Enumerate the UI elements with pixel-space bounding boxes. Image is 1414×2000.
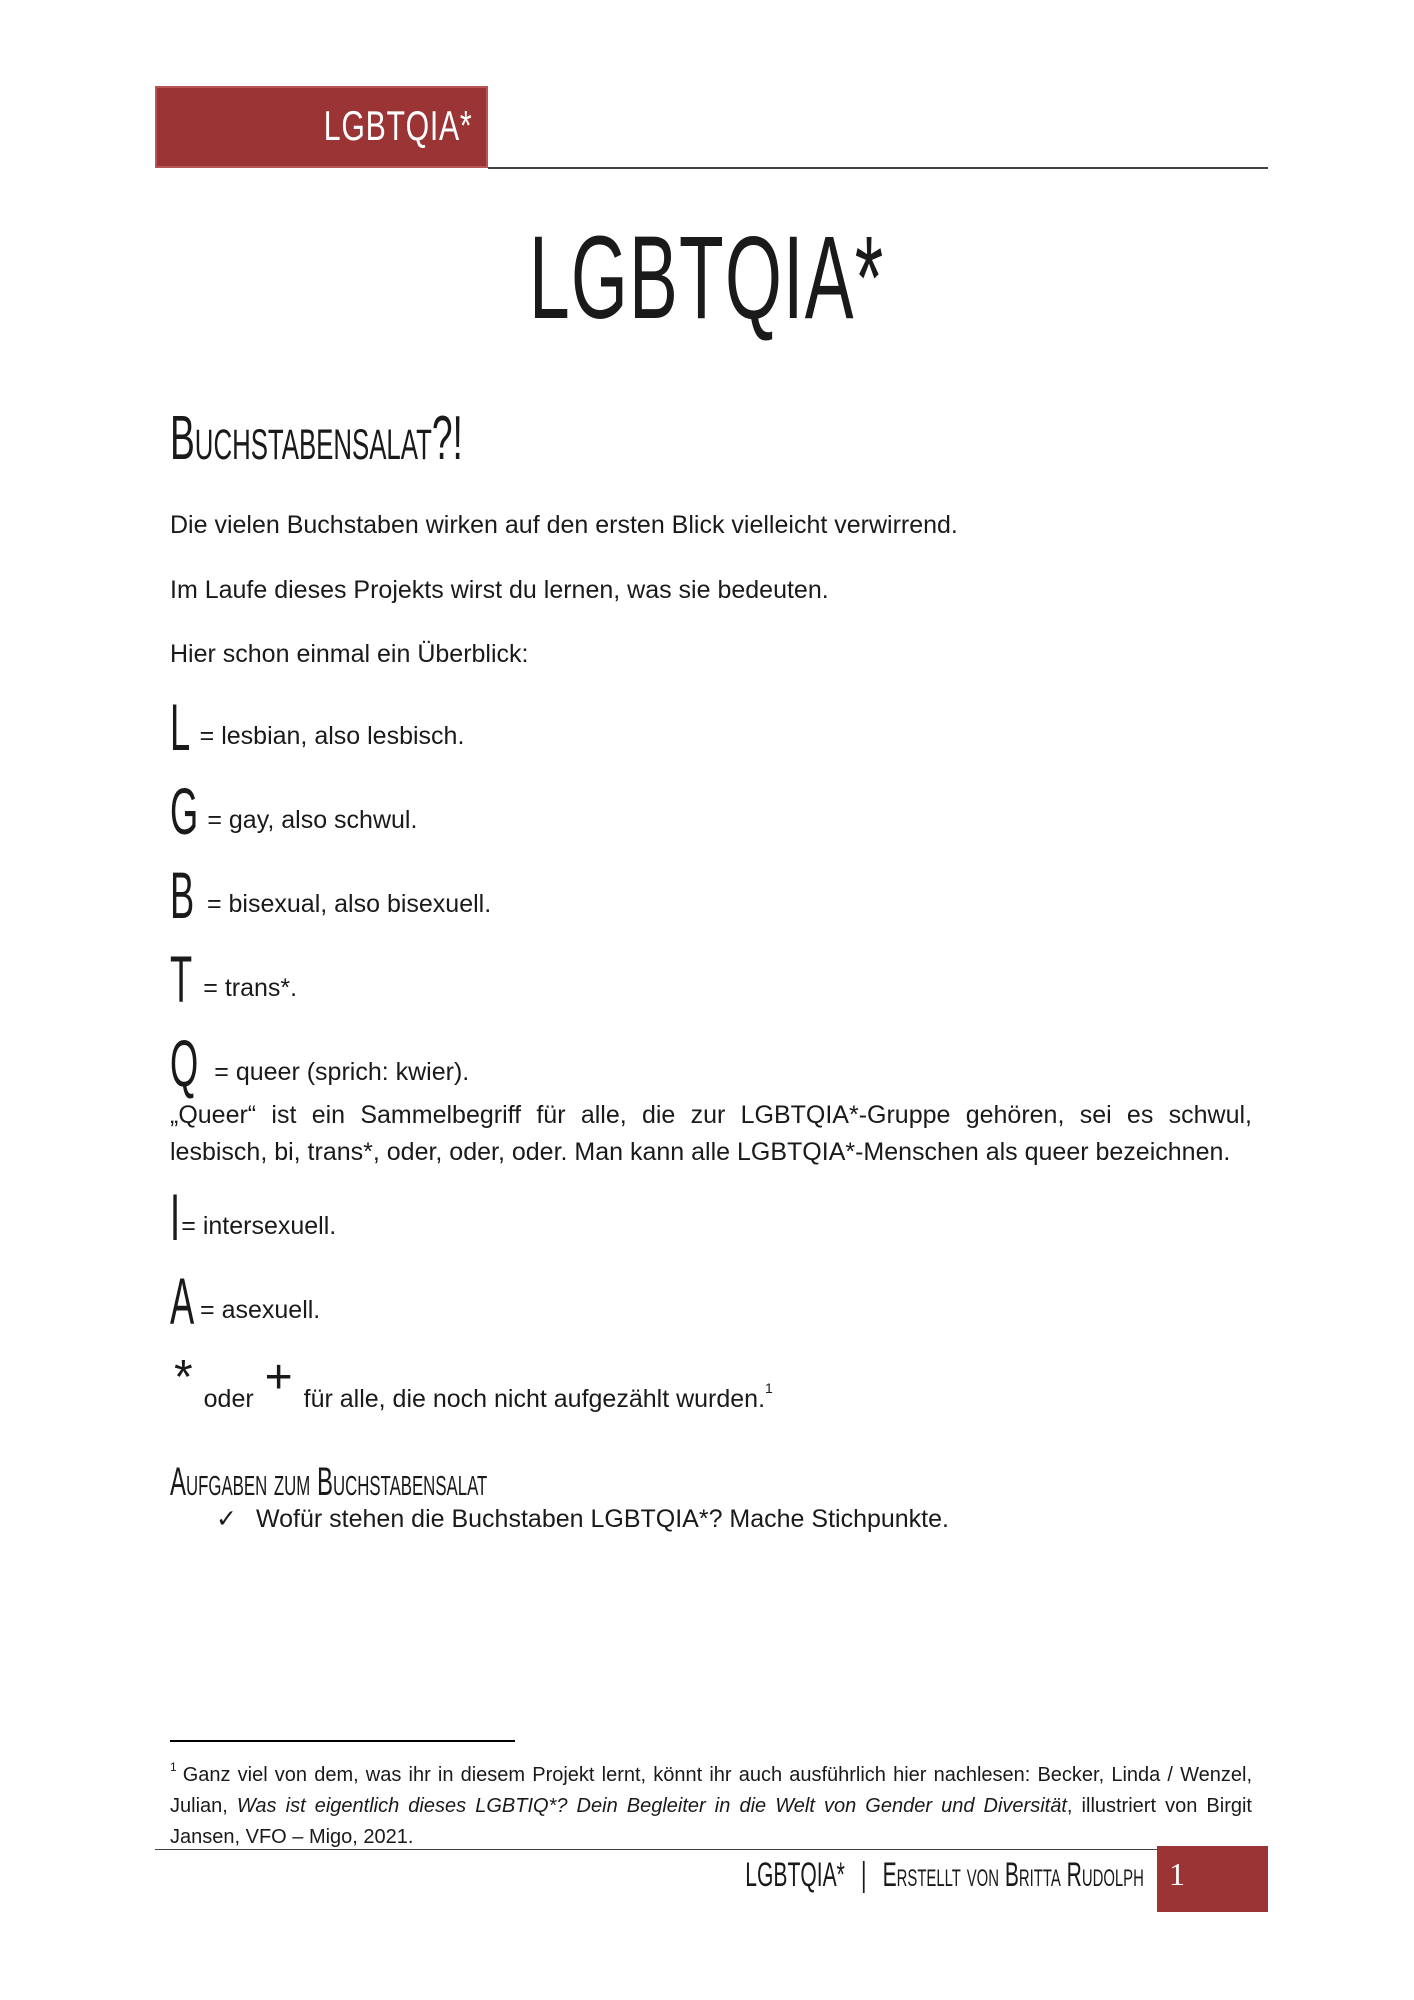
letter-row-b: [170, 858, 492, 932]
letter-a-meaning: = asexuell.: [200, 1296, 321, 1324]
letter-row-a: [170, 1264, 321, 1338]
letter-q-meaning: = queer (sprich: kwier).: [207, 1058, 470, 1086]
letter-row-l: [170, 690, 465, 764]
footnote-text-before: Ganz viel von dem, was ihr in diesem Projekt lernt, könnt ihr auch ausführlich hier nachlesen: Becker, Linda / Wenzel, Julian,: [170, 1764, 1252, 1817]
footnote-book-title: Was ist eigentlich dieses LGBTIQ*? Dein Begleiter in die Welt von Gender und Diversität: [236, 1795, 1067, 1817]
footnote-separator: [170, 1740, 515, 1742]
letter-row-i: [170, 1180, 337, 1254]
letter-i: I: [170, 1180, 181, 1254]
page-number: 1: [1169, 1856, 1185, 1892]
letter-q: Q: [170, 1026, 199, 1100]
letter-i-meaning: = intersexuell.: [174, 1212, 337, 1240]
document-title: [0, 210, 1414, 346]
letter-row-t: [170, 942, 298, 1016]
document-title-text: LGBTQIA*: [529, 212, 885, 344]
task-item: [216, 1504, 949, 1534]
intro-paragraph-2: Im Laufe dieses Projekts wirst du lernen, was sie bedeuten.: [170, 576, 829, 604]
footer-label: [745, 1856, 1144, 1895]
queer-explanation: „Queer“ ist ein Sammelbegriff für alle, die zur LGBTQIA*-Gruppe gehören, sei es schwul, lesbisch, bi, trans*, oder, oder, oder. Man kann alle LGBTQIA*-Menschen als queer bezeichnen.: [170, 1101, 1252, 1166]
letter-t-meaning: = trans*.: [196, 974, 298, 1002]
checkmark-icon: ✓: [216, 1505, 237, 1533]
footer-separator: |: [861, 1856, 867, 1894]
letter-t: T: [170, 942, 193, 1016]
header-tab: [155, 86, 488, 168]
footer-rule: [155, 1849, 1157, 1850]
star-symbol: *: [174, 1351, 193, 1404]
plus-symbol: +: [264, 1351, 293, 1404]
section-heading: Buchstabensalat?!: [170, 404, 463, 473]
letter-g-meaning: = gay, also schwul.: [207, 806, 418, 834]
task-text: Wofür stehen die Buchstaben LGBTQIA*? Mache Stichpunkte.: [256, 1505, 949, 1533]
letter-row-star: [170, 1350, 773, 1414]
page-number-box: [1157, 1846, 1268, 1912]
header-rule: [488, 167, 1268, 169]
intro-paragraph-3: Hier schon einmal ein Überblick:: [170, 640, 529, 668]
tasks-heading: Aufgaben zum Buchstabensalat: [170, 1460, 488, 1504]
star-row-meaning: für alle, die noch nicht aufgezählt wurden.: [303, 1385, 766, 1413]
letter-a: A: [170, 1264, 195, 1338]
footnote: [170, 1752, 1252, 1853]
footnote-reference: 1: [765, 1380, 773, 1396]
star-row-or: oder: [203, 1385, 254, 1413]
letter-row-q: [170, 1026, 470, 1100]
intro-paragraph-1: Die vielen Buchstaben wirken auf den ersten Blick vielleicht verwirrend.: [170, 511, 958, 539]
footer-doc-label: LGBTQIA*: [745, 1856, 846, 1894]
letter-row-g: [170, 774, 418, 848]
letter-l-meaning: = lesbian, also lesbisch.: [192, 722, 465, 750]
letter-b: B: [170, 858, 195, 932]
header-tab-label: LGBTQIA*: [323, 102, 472, 149]
letter-g: G: [170, 774, 199, 848]
letter-b-meaning: = bisexual, also bisexuell.: [200, 890, 492, 918]
footnote-text-after: , illustriert von Birgit Jansen, VFO – Migo, 2021.: [170, 1795, 1252, 1848]
footer-author: Erstellt von Britta Rudolph: [882, 1856, 1144, 1894]
letter-l: L: [170, 690, 191, 764]
footnote-number: 1: [170, 1760, 177, 1774]
